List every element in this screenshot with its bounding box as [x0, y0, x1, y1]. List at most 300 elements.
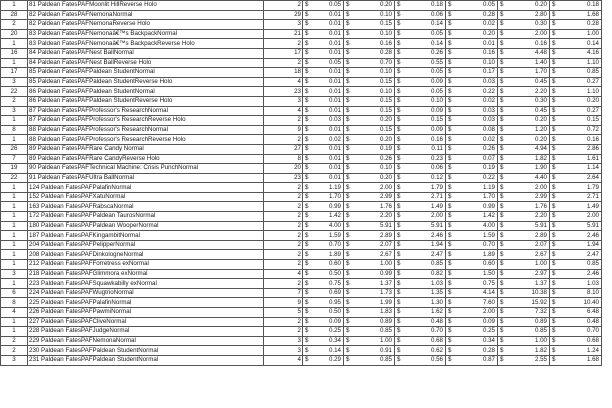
currency-cell: $: [550, 202, 564, 212]
table-row: [1, 250, 602, 260]
table-row: [1, 336, 602, 346]
market-total-cell: 1.24: [564, 346, 602, 356]
market-total-cell: 1.61: [564, 154, 602, 164]
currency-cell: $: [498, 298, 512, 308]
market-total-cell: 0.68: [564, 336, 602, 346]
low-price-cell: 0.05: [317, 58, 344, 68]
currency-cell: $: [498, 96, 512, 106]
card-name-cell: 82 Paldean FatesPAFNemonaNormal: [28, 10, 264, 20]
currency-cell: $: [344, 29, 358, 39]
high-total-cell: 1.40: [512, 58, 550, 68]
low-total-cell: 0.03: [460, 106, 498, 116]
market-price-cell: 0.48: [409, 317, 446, 327]
currency-cell: $: [550, 279, 564, 289]
low-total-cell: 0.02: [460, 96, 498, 106]
card-name-cell: 228 Paldean FatesPAFJudgeNormal: [28, 327, 264, 337]
total-quantity-cell: 2: [264, 58, 303, 68]
quantity-cell: 2: [1, 20, 28, 30]
currency-cell: $: [498, 77, 512, 87]
currency-cell: $: [303, 355, 317, 365]
low-price-cell: 0.99: [317, 202, 344, 212]
quantity-cell: 3: [1, 269, 28, 279]
card-name-cell: 85 Paldean FatesPAFPaldean StudentNormal: [28, 68, 264, 78]
currency-cell: $: [498, 308, 512, 318]
currency-cell: $: [446, 355, 460, 365]
currency-cell: $: [550, 68, 564, 78]
quantity-cell: 3: [1, 77, 28, 87]
table-row: [1, 48, 602, 58]
high-price-cell: 1.00: [358, 260, 395, 270]
total-quantity-cell: 9: [264, 298, 303, 308]
high-total-cell: 10.38: [512, 288, 550, 298]
table-row: [1, 1, 602, 11]
currency-cell: $: [344, 269, 358, 279]
market-total-cell: 4.16: [564, 48, 602, 58]
currency-cell: $: [344, 10, 358, 20]
low-total-cell: 0.16: [460, 48, 498, 58]
currency-cell: $: [498, 250, 512, 260]
table-row: [1, 192, 602, 202]
high-total-cell: 0.20: [512, 1, 550, 11]
market-price-cell: 0.23: [409, 154, 446, 164]
market-total-cell: 2.86: [564, 144, 602, 154]
currency-cell: $: [303, 20, 317, 30]
low-price-cell: 0.95: [317, 298, 344, 308]
currency-cell: $: [303, 29, 317, 39]
currency-cell: $: [550, 231, 564, 241]
currency-cell: $: [395, 221, 409, 231]
currency-cell: $: [498, 260, 512, 270]
card-name-cell: 229 Paldean FatesPAFNemonaNormal: [28, 336, 264, 346]
low-price-cell: 4.00: [317, 221, 344, 231]
high-price-cell: 2.20: [358, 212, 395, 222]
table-row: [1, 240, 602, 250]
total-quantity-cell: 9: [264, 125, 303, 135]
high-price-cell: 1.83: [358, 308, 395, 318]
currency-cell: $: [550, 48, 564, 58]
table-row: [1, 355, 602, 365]
table-row: [1, 154, 602, 164]
market-total-cell: 0.85: [564, 68, 602, 78]
market-total-cell: 2.64: [564, 173, 602, 183]
currency-cell: $: [395, 212, 409, 222]
currency-cell: $: [498, 221, 512, 231]
quantity-cell: 1: [1, 279, 28, 289]
total-quantity-cell: 2: [264, 279, 303, 289]
market-total-cell: 0.28: [564, 20, 602, 30]
card-name-cell: 88 Paldean FatesPAFProfessor's ResearchNormal: [28, 125, 264, 135]
currency-cell: $: [344, 202, 358, 212]
card-name-cell: 223 Paldean FatesPAFSquawkabilly exNormal: [28, 279, 264, 289]
table-row: [1, 202, 602, 212]
currency-cell: $: [446, 144, 460, 154]
currency-cell: $: [344, 183, 358, 193]
market-price-cell: 0.12: [409, 173, 446, 183]
low-total-cell: 0.70: [460, 240, 498, 250]
currency-cell: $: [446, 192, 460, 202]
high-total-cell: 0.20: [512, 135, 550, 145]
market-total-cell: 1.10: [564, 87, 602, 97]
table-row: [1, 183, 602, 193]
quantity-cell: 1: [1, 116, 28, 126]
low-total-cell: 1.59: [460, 231, 498, 241]
low-total-cell: 0.07: [460, 154, 498, 164]
currency-cell: $: [498, 336, 512, 346]
currency-cell: $: [498, 39, 512, 49]
currency-cell: $: [303, 250, 317, 260]
currency-cell: $: [344, 346, 358, 356]
card-name-cell: 230 Paldean FatesPAFPaldean StudentNormal: [28, 346, 264, 356]
table-row: [1, 279, 602, 289]
currency-cell: $: [303, 327, 317, 337]
low-price-cell: 0.01: [317, 48, 344, 58]
currency-cell: $: [303, 77, 317, 87]
market-price-cell: 2.47: [409, 250, 446, 260]
currency-cell: $: [446, 116, 460, 126]
low-price-cell: 0.01: [317, 173, 344, 183]
total-quantity-cell: 8: [264, 154, 303, 164]
card-name-cell: 208 Paldean FatesPAFDinkologneNormal: [28, 250, 264, 260]
quantity-cell: 1: [1, 192, 28, 202]
high-price-cell: 0.10: [358, 164, 395, 174]
currency-cell: $: [550, 183, 564, 193]
currency-cell: $: [446, 221, 460, 231]
low-price-cell: 1.70: [317, 192, 344, 202]
currency-cell: $: [395, 355, 409, 365]
low-total-cell: 0.17: [460, 68, 498, 78]
low-total-cell: 2.00: [460, 308, 498, 318]
low-price-cell: 0.50: [317, 269, 344, 279]
high-price-cell: 1.37: [358, 279, 395, 289]
table-row: [1, 231, 602, 241]
market-price-cell: 1.62: [409, 308, 446, 318]
currency-cell: $: [395, 135, 409, 145]
currency-cell: $: [344, 317, 358, 327]
card-name-cell: 87 Paldean FatesPAFProfessor's ResearchNormal: [28, 106, 264, 116]
currency-cell: $: [550, 58, 564, 68]
high-total-cell: 1.76: [512, 202, 550, 212]
currency-cell: $: [550, 192, 564, 202]
low-price-cell: 0.75: [317, 279, 344, 289]
currency-cell: $: [395, 269, 409, 279]
currency-cell: $: [395, 260, 409, 270]
currency-cell: $: [303, 221, 317, 231]
currency-cell: $: [498, 240, 512, 250]
currency-cell: $: [550, 355, 564, 365]
market-price-cell: 0.18: [409, 1, 446, 11]
currency-cell: $: [303, 68, 317, 78]
low-price-cell: 0.02: [317, 135, 344, 145]
table-row: [1, 29, 602, 39]
market-price-cell: 0.68: [409, 336, 446, 346]
market-price-cell: 1.03: [409, 279, 446, 289]
currency-cell: $: [498, 279, 512, 289]
market-total-cell: 0.20: [564, 96, 602, 106]
market-price-cell: 0.06: [409, 164, 446, 174]
total-quantity-cell: 2: [264, 221, 303, 231]
table-row: [1, 221, 602, 231]
low-price-cell: 0.01: [317, 125, 344, 135]
low-total-cell: 0.03: [460, 116, 498, 126]
currency-cell: $: [344, 231, 358, 241]
market-price-cell: 0.14: [409, 39, 446, 49]
total-quantity-cell: 21: [264, 29, 303, 39]
currency-cell: $: [344, 250, 358, 260]
currency-cell: $: [395, 106, 409, 116]
currency-cell: $: [446, 298, 460, 308]
high-price-cell: 0.15: [358, 125, 395, 135]
currency-cell: $: [446, 68, 460, 78]
currency-cell: $: [395, 308, 409, 318]
total-quantity-cell: 4: [264, 269, 303, 279]
total-quantity-cell: 4: [264, 355, 303, 365]
currency-cell: $: [303, 106, 317, 116]
market-price-cell: 0.16: [409, 135, 446, 145]
quantity-cell: 1: [1, 240, 28, 250]
table-row: [1, 39, 602, 49]
currency-cell: $: [498, 48, 512, 58]
currency-cell: $: [303, 231, 317, 241]
low-price-cell: 1.42: [317, 212, 344, 222]
currency-cell: $: [498, 154, 512, 164]
total-quantity-cell: 18: [264, 68, 303, 78]
currency-cell: $: [303, 308, 317, 318]
currency-cell: $: [550, 288, 564, 298]
low-price-cell: 0.03: [317, 116, 344, 126]
low-total-cell: 0.05: [460, 1, 498, 11]
low-total-cell: 1.19: [460, 183, 498, 193]
currency-cell: $: [446, 20, 460, 30]
table-row: [1, 58, 602, 68]
market-price-cell: 0.09: [409, 77, 446, 87]
currency-cell: $: [446, 327, 460, 337]
currency-cell: $: [395, 327, 409, 337]
quantity-cell: 20: [1, 29, 28, 39]
table-row: [1, 212, 602, 222]
currency-cell: $: [303, 346, 317, 356]
market-total-cell: 2.00: [564, 212, 602, 222]
total-quantity-cell: 2: [264, 39, 303, 49]
low-price-cell: 0.01: [317, 77, 344, 87]
quantity-cell: 3: [1, 355, 28, 365]
card-name-cell: 227 Paldean FatesPAFCliveNormal: [28, 317, 264, 327]
market-price-cell: 0.09: [409, 106, 446, 116]
market-total-cell: 1.68: [564, 10, 602, 20]
currency-cell: $: [303, 48, 317, 58]
currency-cell: $: [550, 298, 564, 308]
card-name-cell: 85 Paldean FatesPAFPaldean StudentReverse Holo: [28, 77, 264, 87]
currency-cell: $: [446, 154, 460, 164]
low-total-cell: 0.08: [460, 125, 498, 135]
low-total-cell: 0.22: [460, 173, 498, 183]
quantity-cell: 4: [1, 308, 28, 318]
low-total-cell: 0.09: [460, 317, 498, 327]
currency-cell: $: [344, 240, 358, 250]
currency-cell: $: [550, 240, 564, 250]
low-total-cell: 0.87: [460, 355, 498, 365]
currency-cell: $: [498, 346, 512, 356]
high-total-cell: 1.82: [512, 154, 550, 164]
currency-cell: $: [498, 317, 512, 327]
low-total-cell: 1.42: [460, 212, 498, 222]
currency-cell: $: [303, 260, 317, 270]
card-name-cell: 225 Paldean FatesPAFPalafinNormal: [28, 298, 264, 308]
currency-cell: $: [550, 116, 564, 126]
quantity-cell: 2: [1, 346, 28, 356]
currency-cell: $: [303, 39, 317, 49]
currency-cell: $: [344, 96, 358, 106]
currency-cell: $: [344, 355, 358, 365]
currency-cell: $: [303, 269, 317, 279]
card-name-cell: 91 Paldean FatesPAFUltra BallNormal: [28, 173, 264, 183]
currency-cell: $: [498, 58, 512, 68]
currency-cell: $: [446, 308, 460, 318]
currency-cell: $: [550, 308, 564, 318]
card-name-cell: 89 Paldean FatesPAFRare CandyReverse Holo: [28, 154, 264, 164]
high-price-cell: 0.16: [358, 39, 395, 49]
currency-cell: $: [303, 116, 317, 126]
high-total-cell: 5.91: [512, 221, 550, 231]
card-name-cell: 83 Paldean FatesPAFNemonaâ€™s BackpackNormal: [28, 29, 264, 39]
market-total-cell: 2.71: [564, 192, 602, 202]
quantity-cell: 16: [1, 48, 28, 58]
card-name-cell: 87 Paldean FatesPAFProfessor's ResearchReverse Holo: [28, 116, 264, 126]
market-price-cell: 0.62: [409, 346, 446, 356]
total-quantity-cell: 5: [264, 308, 303, 318]
currency-cell: $: [344, 327, 358, 337]
currency-cell: $: [395, 346, 409, 356]
high-price-cell: 0.85: [358, 355, 395, 365]
high-total-cell: 0.20: [512, 116, 550, 126]
market-price-cell: 0.06: [409, 10, 446, 20]
total-quantity-cell: 23: [264, 87, 303, 97]
high-price-cell: 0.10: [358, 87, 395, 97]
high-total-cell: 1.70: [512, 68, 550, 78]
total-quantity-cell: 2: [264, 212, 303, 222]
high-price-cell: 0.15: [358, 20, 395, 30]
low-price-cell: 1.89: [317, 250, 344, 260]
currency-cell: $: [303, 135, 317, 145]
total-quantity-cell: 20: [264, 164, 303, 174]
low-price-cell: 0.25: [317, 327, 344, 337]
high-price-cell: 1.99: [358, 298, 395, 308]
high-price-cell: 0.15: [358, 106, 395, 116]
currency-cell: $: [303, 279, 317, 289]
currency-cell: $: [498, 20, 512, 30]
high-total-cell: 4.94: [512, 144, 550, 154]
currency-cell: $: [395, 240, 409, 250]
high-price-cell: 0.20: [358, 1, 395, 11]
quantity-cell: 1: [1, 212, 28, 222]
low-price-cell: 0.69: [317, 288, 344, 298]
currency-cell: $: [498, 183, 512, 193]
currency-cell: $: [344, 173, 358, 183]
market-total-cell: 0.27: [564, 106, 602, 116]
low-price-cell: 0.01: [317, 96, 344, 106]
table-row: [1, 10, 602, 20]
low-total-cell: 4.14: [460, 288, 498, 298]
currency-cell: $: [395, 1, 409, 11]
currency-cell: $: [344, 1, 358, 11]
currency-cell: $: [550, 144, 564, 154]
quantity-cell: 2: [1, 336, 28, 346]
currency-cell: $: [498, 135, 512, 145]
market-price-cell: 0.10: [409, 96, 446, 106]
card-name-cell: 163 Paldean FatesPAFRabscaNormal: [28, 202, 264, 212]
currency-cell: $: [344, 125, 358, 135]
currency-cell: $: [344, 279, 358, 289]
currency-cell: $: [550, 317, 564, 327]
currency-cell: $: [344, 212, 358, 222]
card-name-cell: 81 Paldean FatesPAFMoonlit HillReverse Holo: [28, 1, 264, 11]
table-row: [1, 288, 602, 298]
currency-cell: $: [446, 317, 460, 327]
high-price-cell: 0.10: [358, 29, 395, 39]
low-total-cell: 0.22: [460, 87, 498, 97]
currency-cell: $: [395, 202, 409, 212]
currency-cell: $: [498, 10, 512, 20]
low-total-cell: 0.03: [460, 77, 498, 87]
currency-cell: $: [395, 125, 409, 135]
market-total-cell: 0.15: [564, 116, 602, 126]
low-total-cell: 0.75: [460, 279, 498, 289]
market-total-cell: 8.10: [564, 288, 602, 298]
low-price-cell: 0.50: [317, 308, 344, 318]
market-total-cell: 1.00: [564, 29, 602, 39]
market-price-cell: 5.91: [409, 221, 446, 231]
currency-cell: $: [446, 288, 460, 298]
currency-cell: $: [344, 106, 358, 116]
high-price-cell: 0.20: [358, 116, 395, 126]
currency-cell: $: [303, 183, 317, 193]
low-price-cell: 0.01: [317, 68, 344, 78]
high-price-cell: 0.70: [358, 58, 395, 68]
high-total-cell: 2.20: [512, 87, 550, 97]
currency-cell: $: [344, 135, 358, 145]
currency-cell: $: [395, 317, 409, 327]
currency-cell: $: [550, 125, 564, 135]
quantity-cell: 19: [1, 164, 28, 174]
market-total-cell: 6.48: [564, 308, 602, 318]
card-name-cell: 89 Paldean FatesPAFRare Candy Normal: [28, 144, 264, 154]
market-price-cell: 0.85: [409, 260, 446, 270]
high-total-cell: 1.82: [512, 346, 550, 356]
high-total-cell: 2.97: [512, 269, 550, 279]
quantity-cell: 1: [1, 260, 28, 270]
total-quantity-cell: 2: [264, 260, 303, 270]
high-total-cell: 0.85: [512, 327, 550, 337]
market-price-cell: 1.94: [409, 240, 446, 250]
quantity-cell: 17: [1, 68, 28, 78]
high-price-cell: 2.99: [358, 192, 395, 202]
currency-cell: $: [395, 29, 409, 39]
market-total-cell: 0.16: [564, 135, 602, 145]
high-total-cell: 2.89: [512, 231, 550, 241]
high-total-cell: 2.99: [512, 192, 550, 202]
market-price-cell: 0.56: [409, 355, 446, 365]
high-price-cell: 1.73: [358, 288, 395, 298]
low-price-cell: 1.59: [317, 231, 344, 241]
card-name-cell: 86 Paldean FatesPAFPaldean StudentNormal: [28, 87, 264, 97]
table-row: [1, 308, 602, 318]
currency-cell: $: [395, 173, 409, 183]
high-total-cell: 2.80: [512, 10, 550, 20]
high-total-cell: 2.20: [512, 212, 550, 222]
total-quantity-cell: 3: [264, 346, 303, 356]
low-price-cell: 0.60: [317, 260, 344, 270]
currency-cell: $: [303, 144, 317, 154]
currency-cell: $: [498, 106, 512, 116]
